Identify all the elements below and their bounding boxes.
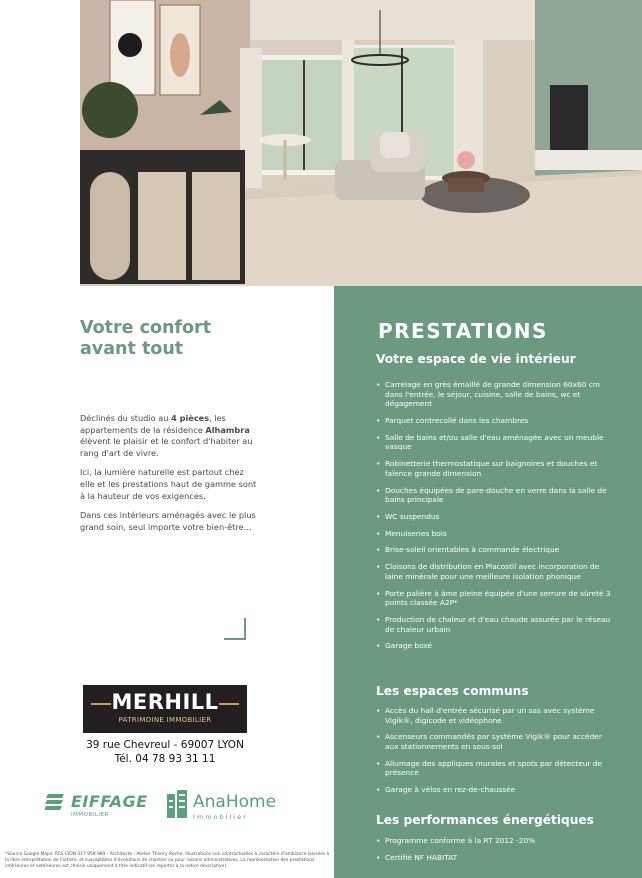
logo-rule-right <box>219 703 239 705</box>
list-item: • Brise-soleil orientables à commande électrique <box>376 545 616 555</box>
list-item: • Robinetterie thermostatique sur baignoires et douches et faïence grande dimension <box>376 459 616 478</box>
intro-p1-bold-residence: Alhambra <box>205 424 250 435</box>
intro-p1-text-b: , les appartements de la résidence <box>80 413 226 435</box>
anahome-logo <box>165 788 285 824</box>
anahome-name: AnaHome <box>193 792 277 812</box>
list-item: • Douches équipées de pare-douche en verre dans la salle de bains principale <box>376 486 616 505</box>
section-heading-interior: Votre espace de vie intérieur <box>376 352 576 366</box>
list-item: • Salle de bains et/ou salle d'eau aménagée avec un meuble vasque <box>376 433 616 452</box>
intro-p1-text-a: Déclinés du studio au <box>80 413 172 423</box>
intro-title-line-2: avant tout <box>80 339 184 359</box>
eiffage-mark-icon <box>45 792 65 812</box>
interior-photo <box>80 0 642 286</box>
intro-p1-bold-rooms: 4 pièces <box>171 413 210 423</box>
section-heading-common: Les espaces communs <box>376 684 529 698</box>
list-item: • Garage à vélos en rez-de-chaussée <box>376 785 616 795</box>
intro-paragraph-1 <box>80 413 258 459</box>
list-item: • WC suspendus <box>376 512 616 522</box>
list-item: • Carrelage en grès émaillé de grande dimension 60x60 cm dans l'entrée, le séjour, cuisine, salle de bains, wc et dégagement <box>376 380 616 409</box>
merhill-contact <box>83 738 247 766</box>
merhill-name: MERHILL <box>111 690 219 714</box>
eiffage-logo <box>45 790 150 822</box>
eiffage-name: EIFFAGE <box>71 792 148 811</box>
page-margin <box>0 0 80 878</box>
merhill-tagline: PATRIMOINE IMMOBILIER <box>118 716 212 724</box>
list-item: • Programme conforme à la RT 2012 -20% <box>376 836 616 846</box>
list-item: • Menuiseries bois <box>376 529 616 539</box>
energy-list <box>376 836 616 870</box>
list-item: • Ascenseurs commandés par système Vigik® pour accéder aux stationnements en sous-sol <box>376 732 616 751</box>
list-item: • Cloisons de distribution en Placostil avec incorporation de laine minérale pour une meilleure isolation phonique <box>376 562 616 581</box>
merhill-phone: Tél. 04 78 93 31 11 <box>114 753 216 765</box>
list-item: • Accès du hall d'entrée sécurisé par un sas avec système Vigik®, digicode et vidéophone <box>376 706 616 725</box>
corner-decoration <box>224 618 246 640</box>
intro-paragraph-2: Ici, la lumière naturelle est partout chez elle et les prestations haut de gamme sont à la hauteur de vos exigences. <box>80 467 257 501</box>
list-item: • Allumage des appliques murales et spots par détecteur de présence <box>376 759 616 778</box>
intro-paragraph-3: Dans ces intérieurs aménagés avec le plus grand soin, seul importe votre bien-être… <box>80 510 256 532</box>
prestations-panel <box>334 286 642 878</box>
list-item: • Production de chaleur et d'eau chaude assurée par le réseau de chaleur urbain <box>376 615 616 634</box>
intro-p1-text-c: élèvent le plaisir et le confort d'habiter au rang d'art de vivre. <box>80 436 253 458</box>
intro-body <box>80 413 258 541</box>
list-item: • Porte palière à âme pleine équipée d'une serrure de sûreté 3 points classée A2P* <box>376 589 616 608</box>
prestations-title: PRESTATIONS <box>378 319 548 343</box>
merhill-logo <box>83 685 247 733</box>
interior-list <box>376 380 616 658</box>
intro-title <box>80 318 240 360</box>
anahome-subtitle: Immobilier <box>193 813 248 821</box>
section-heading-energy: Les performances énergétiques <box>376 813 594 827</box>
list-item: • Garage boxé <box>376 641 616 651</box>
anahome-building-icon <box>165 788 189 820</box>
intro-title-line-1: Votre confort <box>80 318 212 338</box>
merhill-address: 39 rue Chevreul - 69007 LYON <box>86 739 244 751</box>
legal-footnote: *Source Google Maps. RCS LYON 317 959 989 - Architecte : Atelier Thierry Roche. Illustrations non contractuelles à caractère d'ambiance laissées à la libre interprétation de l'artiste, et susceptibles d'évolutions de chantier ou pour raisons administratives. La représentation des prestations intérieures et extérieures est choisie uniquement à titre indicatif (se reporter à la notice descriptive). <box>5 852 330 869</box>
eiffage-subtitle: IMMOBILIER <box>71 812 109 818</box>
list-item: • Parquet contrecollé dans les chambres <box>376 416 616 426</box>
common-areas-list <box>376 706 616 802</box>
list-item: • Certifié NF HABITAT <box>376 853 616 863</box>
